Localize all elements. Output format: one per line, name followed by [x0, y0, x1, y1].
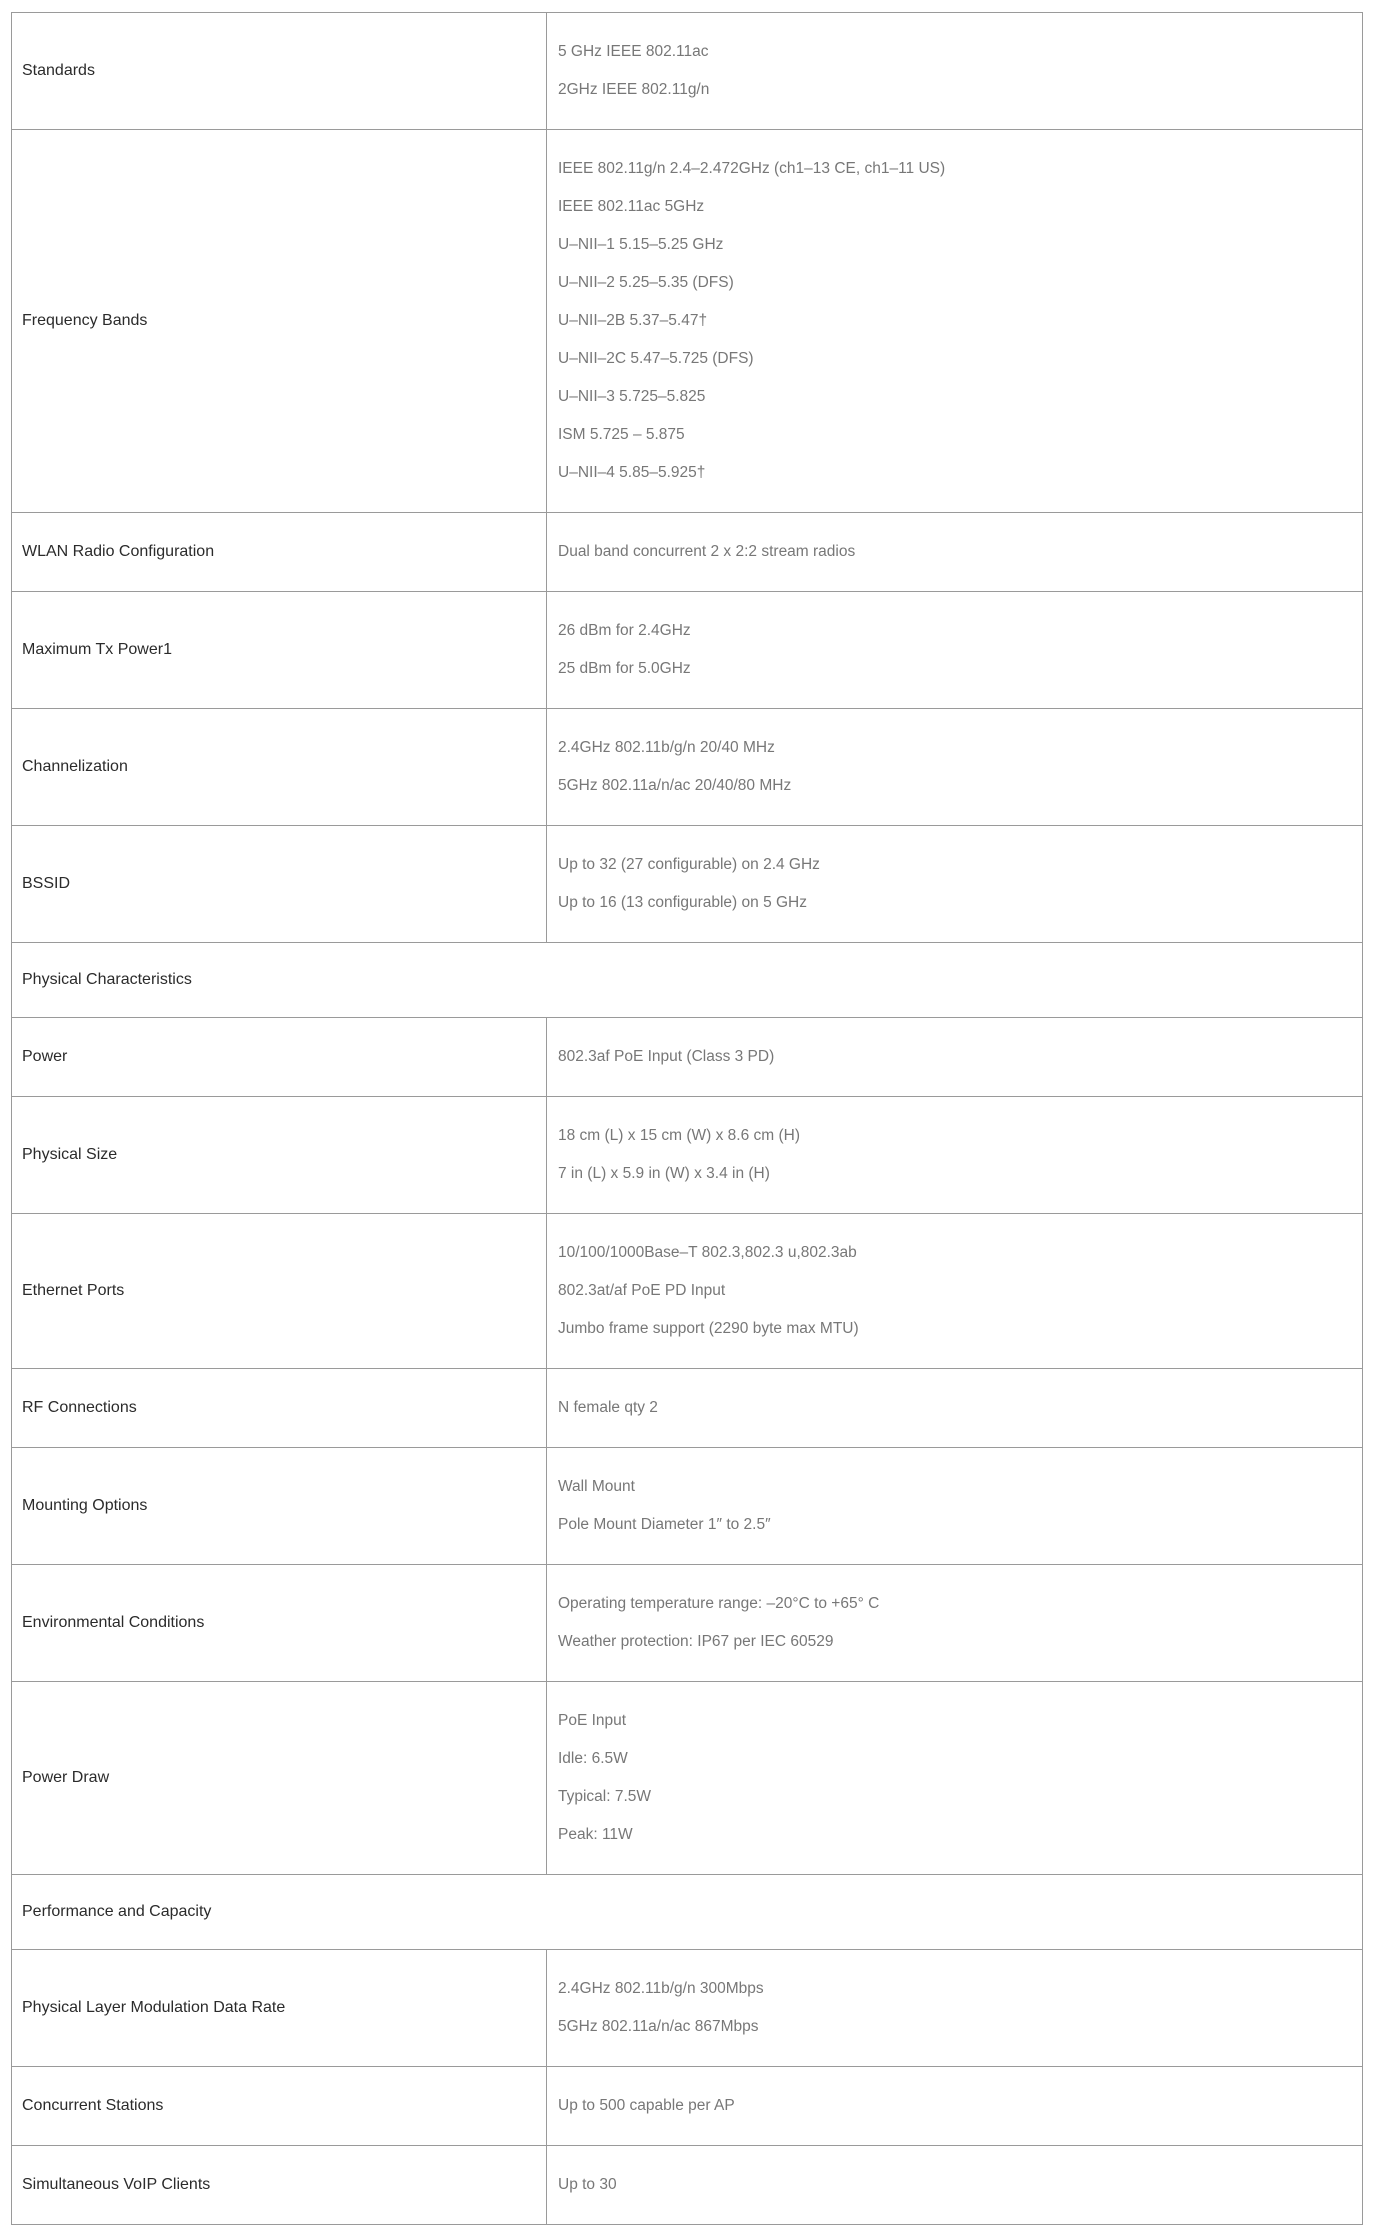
- spec-value-cell: [547, 2067, 1363, 2146]
- spec-value: Wall Mount: [558, 1478, 635, 1495]
- spec-value: 2GHz IEEE 802.11g/n: [558, 81, 710, 98]
- spec-value: IEEE 802.11g/n 2.4–2.472GHz (ch1–13 CE, ch1–11 US): [558, 160, 946, 177]
- spec-value-cell: [547, 130, 1363, 513]
- spec-value: Up to 16 (13 configurable) on 5 GHz: [558, 894, 807, 911]
- spec-value-cell: [547, 1682, 1363, 1875]
- spec-value-cell: [547, 709, 1363, 826]
- spec-value: U–NII–2B 5.37–5.47†: [558, 312, 708, 329]
- spec-label: BSSID: [12, 826, 547, 943]
- spec-value: IEEE 802.11ac 5GHz: [558, 198, 705, 215]
- spec-row: [12, 1448, 1363, 1565]
- spec-row: [12, 1682, 1363, 1875]
- spec-value-cell: [547, 13, 1363, 130]
- spec-table-body: [12, 13, 1363, 2225]
- spec-value-cell: [547, 1097, 1363, 1214]
- spec-value: U–NII–1 5.15–5.25 GHz: [558, 236, 724, 253]
- spec-row: [12, 1018, 1363, 1097]
- spec-row: [12, 709, 1363, 826]
- spec-value: 802.3af PoE Input (Class 3 PD): [558, 1048, 775, 1065]
- section-title: Performance and Capacity: [12, 1875, 1363, 1950]
- spec-value: 2.4GHz 802.11b/g/n 20/40 MHz: [558, 739, 775, 756]
- spec-value: 5 GHz IEEE 802.11ac: [558, 43, 709, 60]
- spec-value: U–NII–2C 5.47–5.725 (DFS): [558, 350, 754, 367]
- spec-value: PoE Input: [558, 1712, 627, 1729]
- spec-row: [12, 2146, 1363, 2225]
- section-header-row: [12, 1875, 1363, 1950]
- spec-label: Channelization: [12, 709, 547, 826]
- spec-row: [12, 1950, 1363, 2067]
- spec-label: Physical Layer Modulation Data Rate: [12, 1950, 547, 2067]
- spec-value: 7 in (L) x 5.9 in (W) x 3.4 in (H): [558, 1165, 770, 1182]
- spec-value: U–NII–3 5.725–5.825: [558, 388, 706, 405]
- spec-value: Idle: 6.5W: [558, 1750, 628, 1767]
- spec-label: Ethernet Ports: [12, 1214, 547, 1369]
- spec-row: [12, 592, 1363, 709]
- spec-row: [12, 1565, 1363, 1682]
- spec-label: Mounting Options: [12, 1448, 547, 1565]
- spec-value: Up to 500 capable per AP: [558, 2097, 735, 2114]
- spec-value-cell: [547, 2146, 1363, 2225]
- spec-label: Physical Size: [12, 1097, 547, 1214]
- spec-value-cell: [547, 1950, 1363, 2067]
- spec-value: 18 cm (L) x 15 cm (W) x 8.6 cm (H): [558, 1127, 800, 1144]
- spec-value: 5GHz 802.11a/n/ac 20/40/80 MHz: [558, 777, 792, 794]
- spec-value: 26 dBm for 2.4GHz: [558, 622, 691, 639]
- spec-value: N female qty 2: [558, 1399, 658, 1416]
- spec-row: [12, 130, 1363, 513]
- spec-value: 25 dBm for 5.0GHz: [558, 660, 691, 677]
- spec-value-cell: [547, 513, 1363, 592]
- spec-row: [12, 2067, 1363, 2146]
- spec-value: U–NII–2 5.25–5.35 (DFS): [558, 274, 734, 291]
- spec-value: Peak: 11W: [558, 1826, 633, 1843]
- section-title: Physical Characteristics: [12, 943, 1363, 1018]
- spec-label: Concurrent Stations: [12, 2067, 547, 2146]
- spec-label: Frequency Bands: [12, 130, 547, 513]
- spec-value-cell: [547, 1214, 1363, 1369]
- spec-value: Jumbo frame support (2290 byte max MTU): [558, 1320, 859, 1337]
- spec-row: [12, 513, 1363, 592]
- spec-value: Typical: 7.5W: [558, 1788, 652, 1805]
- spec-value-cell: [547, 592, 1363, 709]
- spec-value-cell: [547, 826, 1363, 943]
- spec-value-cell: [547, 1565, 1363, 1682]
- spec-value: Up to 32 (27 configurable) on 2.4 GHz: [558, 856, 820, 873]
- spec-value-cell: [547, 1369, 1363, 1448]
- spec-table: [11, 12, 1363, 2225]
- spec-row: [12, 1369, 1363, 1448]
- spec-row: [12, 13, 1363, 130]
- spec-label: Power: [12, 1018, 547, 1097]
- spec-label: Power Draw: [12, 1682, 547, 1875]
- spec-value: Up to 30: [558, 2176, 617, 2193]
- spec-value: Pole Mount Diameter 1″ to 2.5″: [558, 1516, 771, 1533]
- spec-row: [12, 1097, 1363, 1214]
- spec-row: [12, 826, 1363, 943]
- spec-value: 802.3at/af PoE PD Input: [558, 1282, 726, 1299]
- spec-value: ISM 5.725 – 5.875: [558, 426, 685, 443]
- spec-value-cell: [547, 1018, 1363, 1097]
- spec-label: Maximum Tx Power1: [12, 592, 547, 709]
- spec-value: 10/100/1000Base–T 802.3,802.3 u,802.3ab: [558, 1244, 857, 1261]
- spec-label: WLAN Radio Configuration: [12, 513, 547, 592]
- spec-label: Simultaneous VoIP Clients: [12, 2146, 547, 2225]
- spec-value-cell: [547, 1448, 1363, 1565]
- section-header-row: [12, 943, 1363, 1018]
- spec-label: RF Connections: [12, 1369, 547, 1448]
- spec-value: Weather protection: IP67 per IEC 60529: [558, 1633, 834, 1650]
- spec-label: Standards: [12, 13, 547, 130]
- spec-row: [12, 1214, 1363, 1369]
- spec-value: 5GHz 802.11a/n/ac 867Mbps: [558, 2018, 759, 2035]
- spec-value: Operating temperature range: –20°C to +65° C: [558, 1595, 880, 1612]
- spec-value: Dual band concurrent 2 x 2:2 stream radios: [558, 543, 856, 560]
- spec-value: U–NII–4 5.85–5.925†: [558, 464, 706, 481]
- spec-label: Environmental Conditions: [12, 1565, 547, 1682]
- spec-value: 2.4GHz 802.11b/g/n 300Mbps: [558, 1980, 764, 1997]
